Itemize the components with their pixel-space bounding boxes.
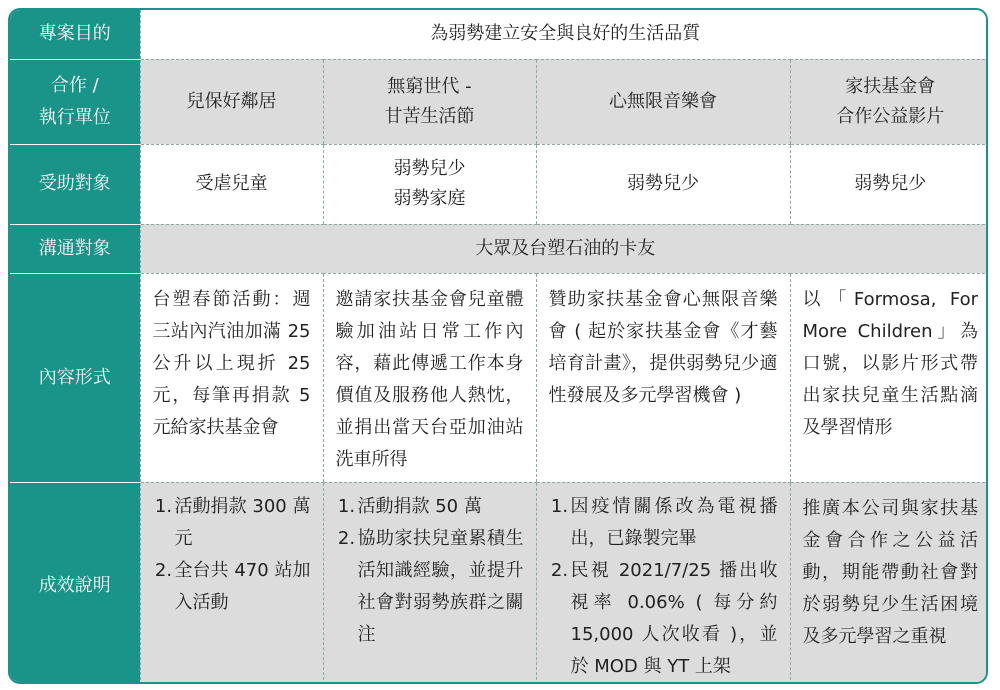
- list-item-text: 活動捐款 50 萬: [357, 495, 482, 517]
- list-item: [549, 491, 778, 555]
- row-beneficiary: [10, 144, 988, 224]
- label-partner-line1: 合作 /: [50, 74, 99, 96]
- list-item: [153, 555, 311, 619]
- result-col-3: [536, 482, 790, 684]
- label-beneficiary: 受助對象: [10, 144, 140, 224]
- label-purpose: 專案目的: [10, 10, 140, 59]
- partner-col-1: [140, 59, 323, 144]
- result-col-2: [323, 482, 536, 684]
- list-item-text: 民視 2021/7/25 播出收視率 0.06% ( 每分約 15,000 人次收看 )，並於 MOD 與 YT 上架: [570, 559, 778, 677]
- audience-value: 大眾及台塑石油的卡友: [140, 224, 988, 273]
- label-result: 成效說明: [10, 482, 140, 684]
- list-item: [549, 555, 778, 683]
- partner-col-2-line2: 甘苦生活節: [384, 105, 475, 127]
- row-partner: [10, 59, 988, 144]
- project-table: [10, 10, 988, 684]
- result-col-4: 推廣本公司與家扶基金會合作之公益活動，期能帶動社會對於弱勢兒少生活困境及多元學習之重視: [790, 482, 988, 684]
- beneficiary-col-2-line2: 弱勢家庭: [393, 188, 466, 209]
- beneficiary-col-4: [790, 144, 988, 224]
- partner-col-3-line1: 心無限音樂會: [609, 90, 717, 112]
- partner-col-4-line1: 家扶基金會: [845, 75, 936, 97]
- list-item-text: 協助家扶兒童累積生活知識經驗，並提升社會對弱勢族群之關注: [357, 527, 524, 645]
- result-col-2-list: [336, 491, 524, 651]
- list-item-number: 1.: [337, 495, 356, 517]
- content-col-3: 贊助家扶基金會心無限音樂會 ( 起於家扶基金會《才藝培育計畫》，提供弱勢兒少適性發展及多元學習機會 ): [536, 273, 790, 482]
- list-item-number: 2.: [337, 527, 356, 549]
- beneficiary-col-2-line1: 弱勢兒少: [393, 158, 466, 179]
- beneficiary-col-2: [323, 144, 536, 224]
- label-audience: 溝通對象: [10, 224, 140, 273]
- list-item: [153, 491, 311, 555]
- row-audience: [10, 224, 988, 273]
- result-col-3-list: [549, 491, 778, 683]
- beneficiary-col-1-line1: 受虐兒童: [195, 173, 268, 194]
- row-purpose: [10, 10, 988, 59]
- partner-col-4-line2: 合作公益影片: [836, 105, 945, 127]
- list-item-number: 1.: [550, 495, 569, 517]
- list-item-number: 2.: [550, 559, 569, 581]
- content-col-4: 以「Formosa, For More Children」為口號，以影片形式帶出家扶兒童生活點滴及學習情形: [790, 273, 988, 482]
- purpose-value: 為弱勢建立安全與良好的生活品質: [140, 10, 988, 59]
- beneficiary-col-4-line1: 弱勢兒少: [854, 173, 927, 194]
- row-content: [10, 273, 988, 482]
- beneficiary-col-3-line1: 弱勢兒少: [627, 173, 699, 194]
- project-table-frame: [8, 8, 988, 684]
- content-col-1: 台塑春節活動：週三站內汽油加滿 25 公升以上現折 25 元，每筆再捐款 5 元給家扶基金會: [140, 273, 323, 482]
- result-col-1: [140, 482, 323, 684]
- partner-col-3: [536, 59, 790, 144]
- list-item-number: 2.: [154, 559, 173, 581]
- label-partner-line2: 執行單位: [38, 106, 111, 128]
- list-item-text: 活動捐款 300 萬元: [174, 495, 311, 549]
- list-item-number: 1.: [154, 495, 173, 517]
- label-partner: [10, 59, 140, 144]
- partner-col-1-line1: 兒保好鄰居: [186, 90, 277, 112]
- beneficiary-col-1: [140, 144, 323, 224]
- partner-col-4: [790, 59, 988, 144]
- list-item: [336, 491, 524, 523]
- partner-col-2: [323, 59, 536, 144]
- content-col-2: 邀請家扶基金會兒童體驗加油站日常工作內容，藉此傳遞工作本身價值及服務他人熱忱，並捐出當天台亞加油站洗車所得: [323, 273, 536, 482]
- list-item: [336, 523, 524, 651]
- list-item-text: 全台共 470 站加入活動: [174, 559, 311, 613]
- row-result: [10, 482, 988, 684]
- list-item-text: 因疫情關係改為電視播出，已錄製完畢: [570, 495, 778, 549]
- label-content: 內容形式: [10, 273, 140, 482]
- beneficiary-col-3: [536, 144, 790, 224]
- partner-col-2-line1: 無窮世代 -: [387, 75, 472, 97]
- result-col-1-list: [153, 491, 311, 619]
